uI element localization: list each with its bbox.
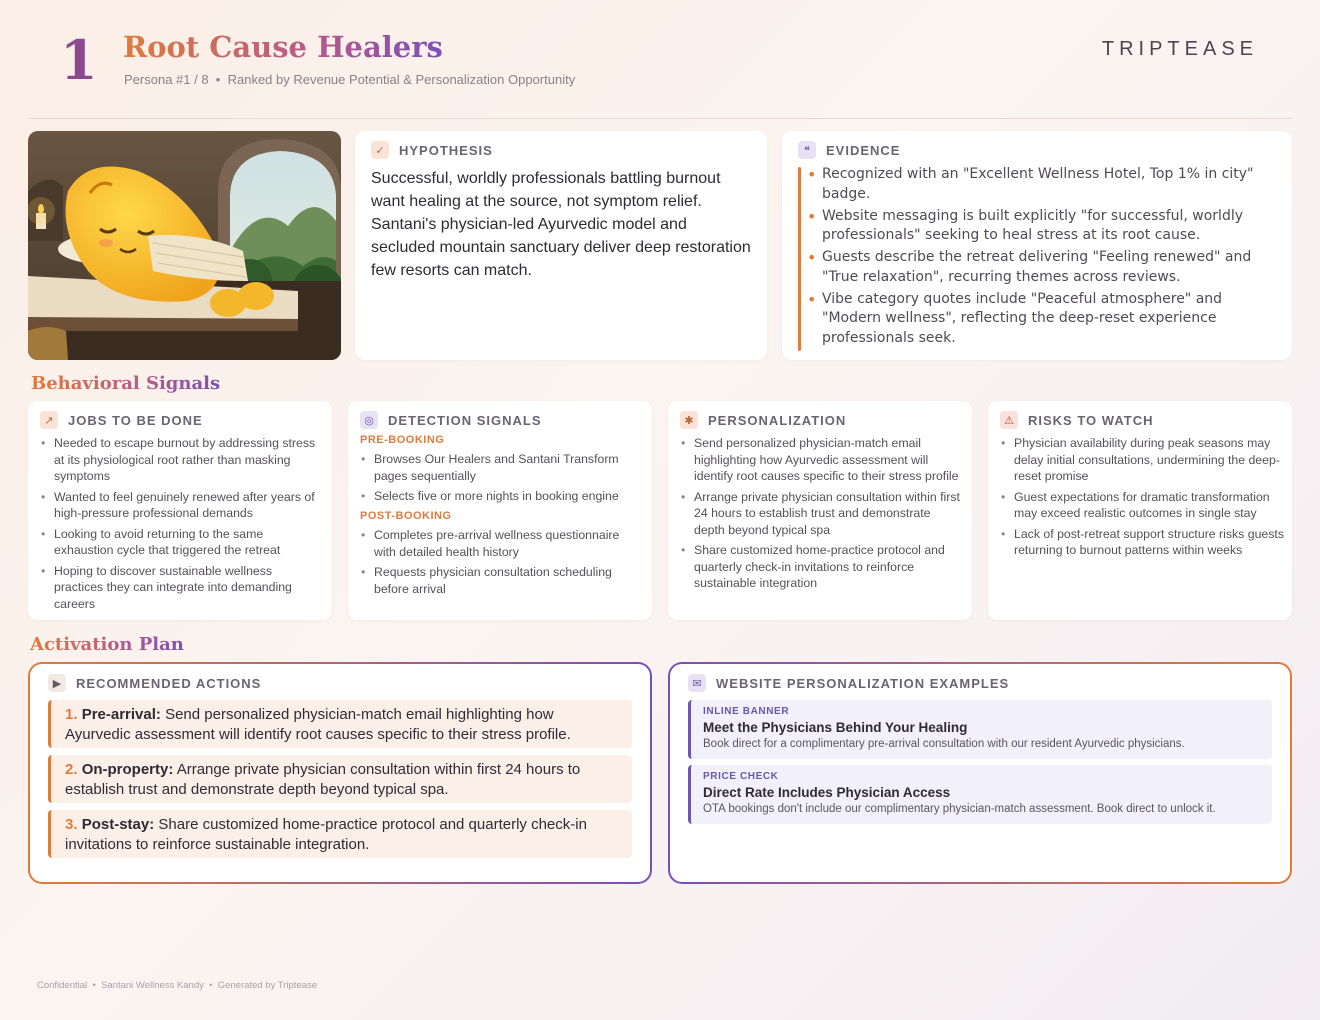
page-subtitle: [124, 72, 575, 87]
separator-dot: •: [215, 72, 221, 87]
check-icon: ✓: [371, 141, 389, 159]
evidence-item: • Vibe category quotes include "Peaceful atmosphere" and "Modern wellness", reflecting the deep-reset experience professionals seek.: [822, 290, 1262, 349]
hypothesis-label: HYPOTHESIS: [399, 142, 493, 158]
example-tag: PRICE CHECK: [703, 771, 779, 782]
pre-booking-label: PRE-BOOKING: [360, 434, 445, 446]
jobs-card: [28, 401, 332, 620]
page-header: [0, 0, 1320, 120]
pre-booking-list: [374, 451, 644, 509]
personalization-list: [694, 435, 964, 596]
list-item: • Send personalized physician-match email highlighting how Ayurvedic assessment will identify root causes specific to their stress profile: [694, 435, 964, 485]
example-price-check: [688, 765, 1272, 824]
personalization-card: [668, 401, 972, 620]
evidence-item: • Guests describe the retreat delivering "Feeling renewed" and "True relaxation", recurring themes across reviews.: [822, 248, 1262, 287]
list-item: • Looking to avoid returning to the same exhaustion cycle that triggered the retreat: [54, 526, 324, 559]
list-item: • Wanted to feel genuinely renewed after years of high-pressure professional demands: [54, 489, 324, 522]
evidence-list: [822, 165, 1262, 351]
example-body: OTA bookings don't include our complimentary physician-match assessment. Book direct to unlock it.: [703, 803, 1216, 815]
example-title: Meet the Physicians Behind Your Healing: [703, 720, 968, 735]
quote-icon: ❝: [798, 141, 816, 159]
list-item: • Requests physician consultation scheduling before arrival: [374, 564, 644, 597]
example-inline-banner: [688, 700, 1272, 759]
behavioral-signals-title: Behavioral Signals: [31, 373, 221, 394]
hypothesis-card: [355, 131, 767, 360]
example-title: Direct Rate Includes Physician Access: [703, 785, 951, 800]
recommended-actions-panel: [28, 662, 652, 884]
website-examples-panel: [668, 662, 1292, 884]
jobs-label: JOBS TO BE DONE: [68, 412, 203, 428]
recommended-actions-label: RECOMMENDED ACTIONS: [76, 675, 262, 691]
action-item-pre-arrival: 1. Pre-arrival: Send personalized physician-match email highlighting how Ayurvedic assessment will identify root causes specific to their stress profile.: [48, 700, 632, 748]
list-item: • Guest expectations for dramatic transformation may exceed realistic outcomes in single stay: [1014, 489, 1284, 522]
evidence-card: [782, 131, 1292, 360]
list-item: • Arrange private physician consultation within first 24 hours to establish trust and demonstrate depth beyond typical spa: [694, 489, 964, 539]
ranking-note: Ranked by Revenue Potential & Personalization Opportunity: [227, 72, 576, 87]
play-icon: ▶: [48, 674, 66, 692]
brand-logo: TRIPTEASE: [1101, 38, 1258, 60]
page-title: Root Cause Healers: [123, 30, 443, 64]
list-item: • Needed to escape burnout by addressing stress at its physiological root rather than masking symptoms: [54, 435, 324, 485]
persona-index: Persona #1 / 8: [124, 72, 209, 87]
sleeping-character-illustration: [28, 131, 341, 360]
list-item: • Selects five or more nights in booking engine: [374, 488, 644, 505]
detection-label: DETECTION SIGNALS: [388, 412, 542, 428]
evidence-item: • Website messaging is built explicitly "for successful, worldly professionals" seeking to heal stress at its root cause.: [822, 207, 1262, 246]
risks-card: [988, 401, 1292, 620]
jobs-list: [54, 435, 324, 616]
page-footer: Confidential • Santani Wellness Kandy • Generated by Triptease: [37, 980, 318, 991]
post-booking-label: POST-BOOKING: [360, 510, 452, 522]
list-item: • Browses Our Healers and Santani Transform pages sequentially: [374, 451, 644, 484]
asterisk-icon: ✱: [680, 411, 698, 429]
persona-illustration: [28, 131, 341, 360]
list-item: • Hoping to discover sustainable wellness practices they can integrate into demanding careers: [54, 563, 324, 613]
evidence-accent-bar: [798, 167, 801, 351]
header-divider: [28, 118, 1292, 119]
evidence-label: EVIDENCE: [826, 142, 901, 158]
example-body: Book direct for a complimentary pre-arrival consultation with our resident Ayurvedic physicians.: [703, 738, 1185, 750]
risks-label: RISKS TO WATCH: [1028, 412, 1154, 428]
example-tag: INLINE BANNER: [703, 706, 790, 717]
website-examples-label: WEBSITE PERSONALIZATION EXAMPLES: [716, 675, 1010, 691]
footer-property: Santani Wellness Kandy: [101, 980, 204, 991]
detection-card: [348, 401, 652, 620]
activation-plan-title: Activation Plan: [30, 634, 184, 655]
post-booking-list: [374, 527, 644, 601]
action-item-post-stay: 3. Post-stay: Share customized home-practice protocol and quarterly check-in invitations to reinforce sustainable integration.: [48, 810, 632, 858]
target-icon: ◎: [360, 411, 378, 429]
mail-icon: ✉: [688, 674, 706, 692]
hypothesis-text: Successful, worldly professionals battling burnout want healing at the source, not symptom relief. Santani's physician-led Ayurvedic model and secluded mountain sanctuary deliver deep restoration few resorts can match.: [371, 170, 751, 279]
arrow-up-right-icon: ↗: [40, 411, 58, 429]
list-item: • Physician availability during peak seasons may delay initial consultations, undermining the deep-reset promise: [1014, 435, 1284, 485]
warning-icon: ⚠: [1000, 411, 1018, 429]
list-item: • Completes pre-arrival wellness questionnaire with detailed health history: [374, 527, 644, 560]
personalization-label: PERSONALIZATION: [708, 412, 847, 428]
footer-confidential: Confidential: [37, 980, 88, 991]
persona-number: 1: [60, 28, 98, 92]
list-item: • Lack of post-retreat support structure risks guests returning to burnout patterns within weeks: [1014, 526, 1284, 559]
footer-generated: Generated by Triptease: [217, 980, 318, 991]
risks-list: [1014, 435, 1284, 563]
list-item: • Share customized home-practice protocol and quarterly check-in invitations to reinforce sustainable integration: [694, 542, 964, 592]
evidence-item: • Recognized with an "Excellent Wellness Hotel, Top 1% in city" badge.: [822, 165, 1262, 204]
action-item-on-property: 2. On-property: Arrange private physician consultation within first 24 hours to establish trust and demonstrate depth beyond typical spa.: [48, 755, 632, 803]
